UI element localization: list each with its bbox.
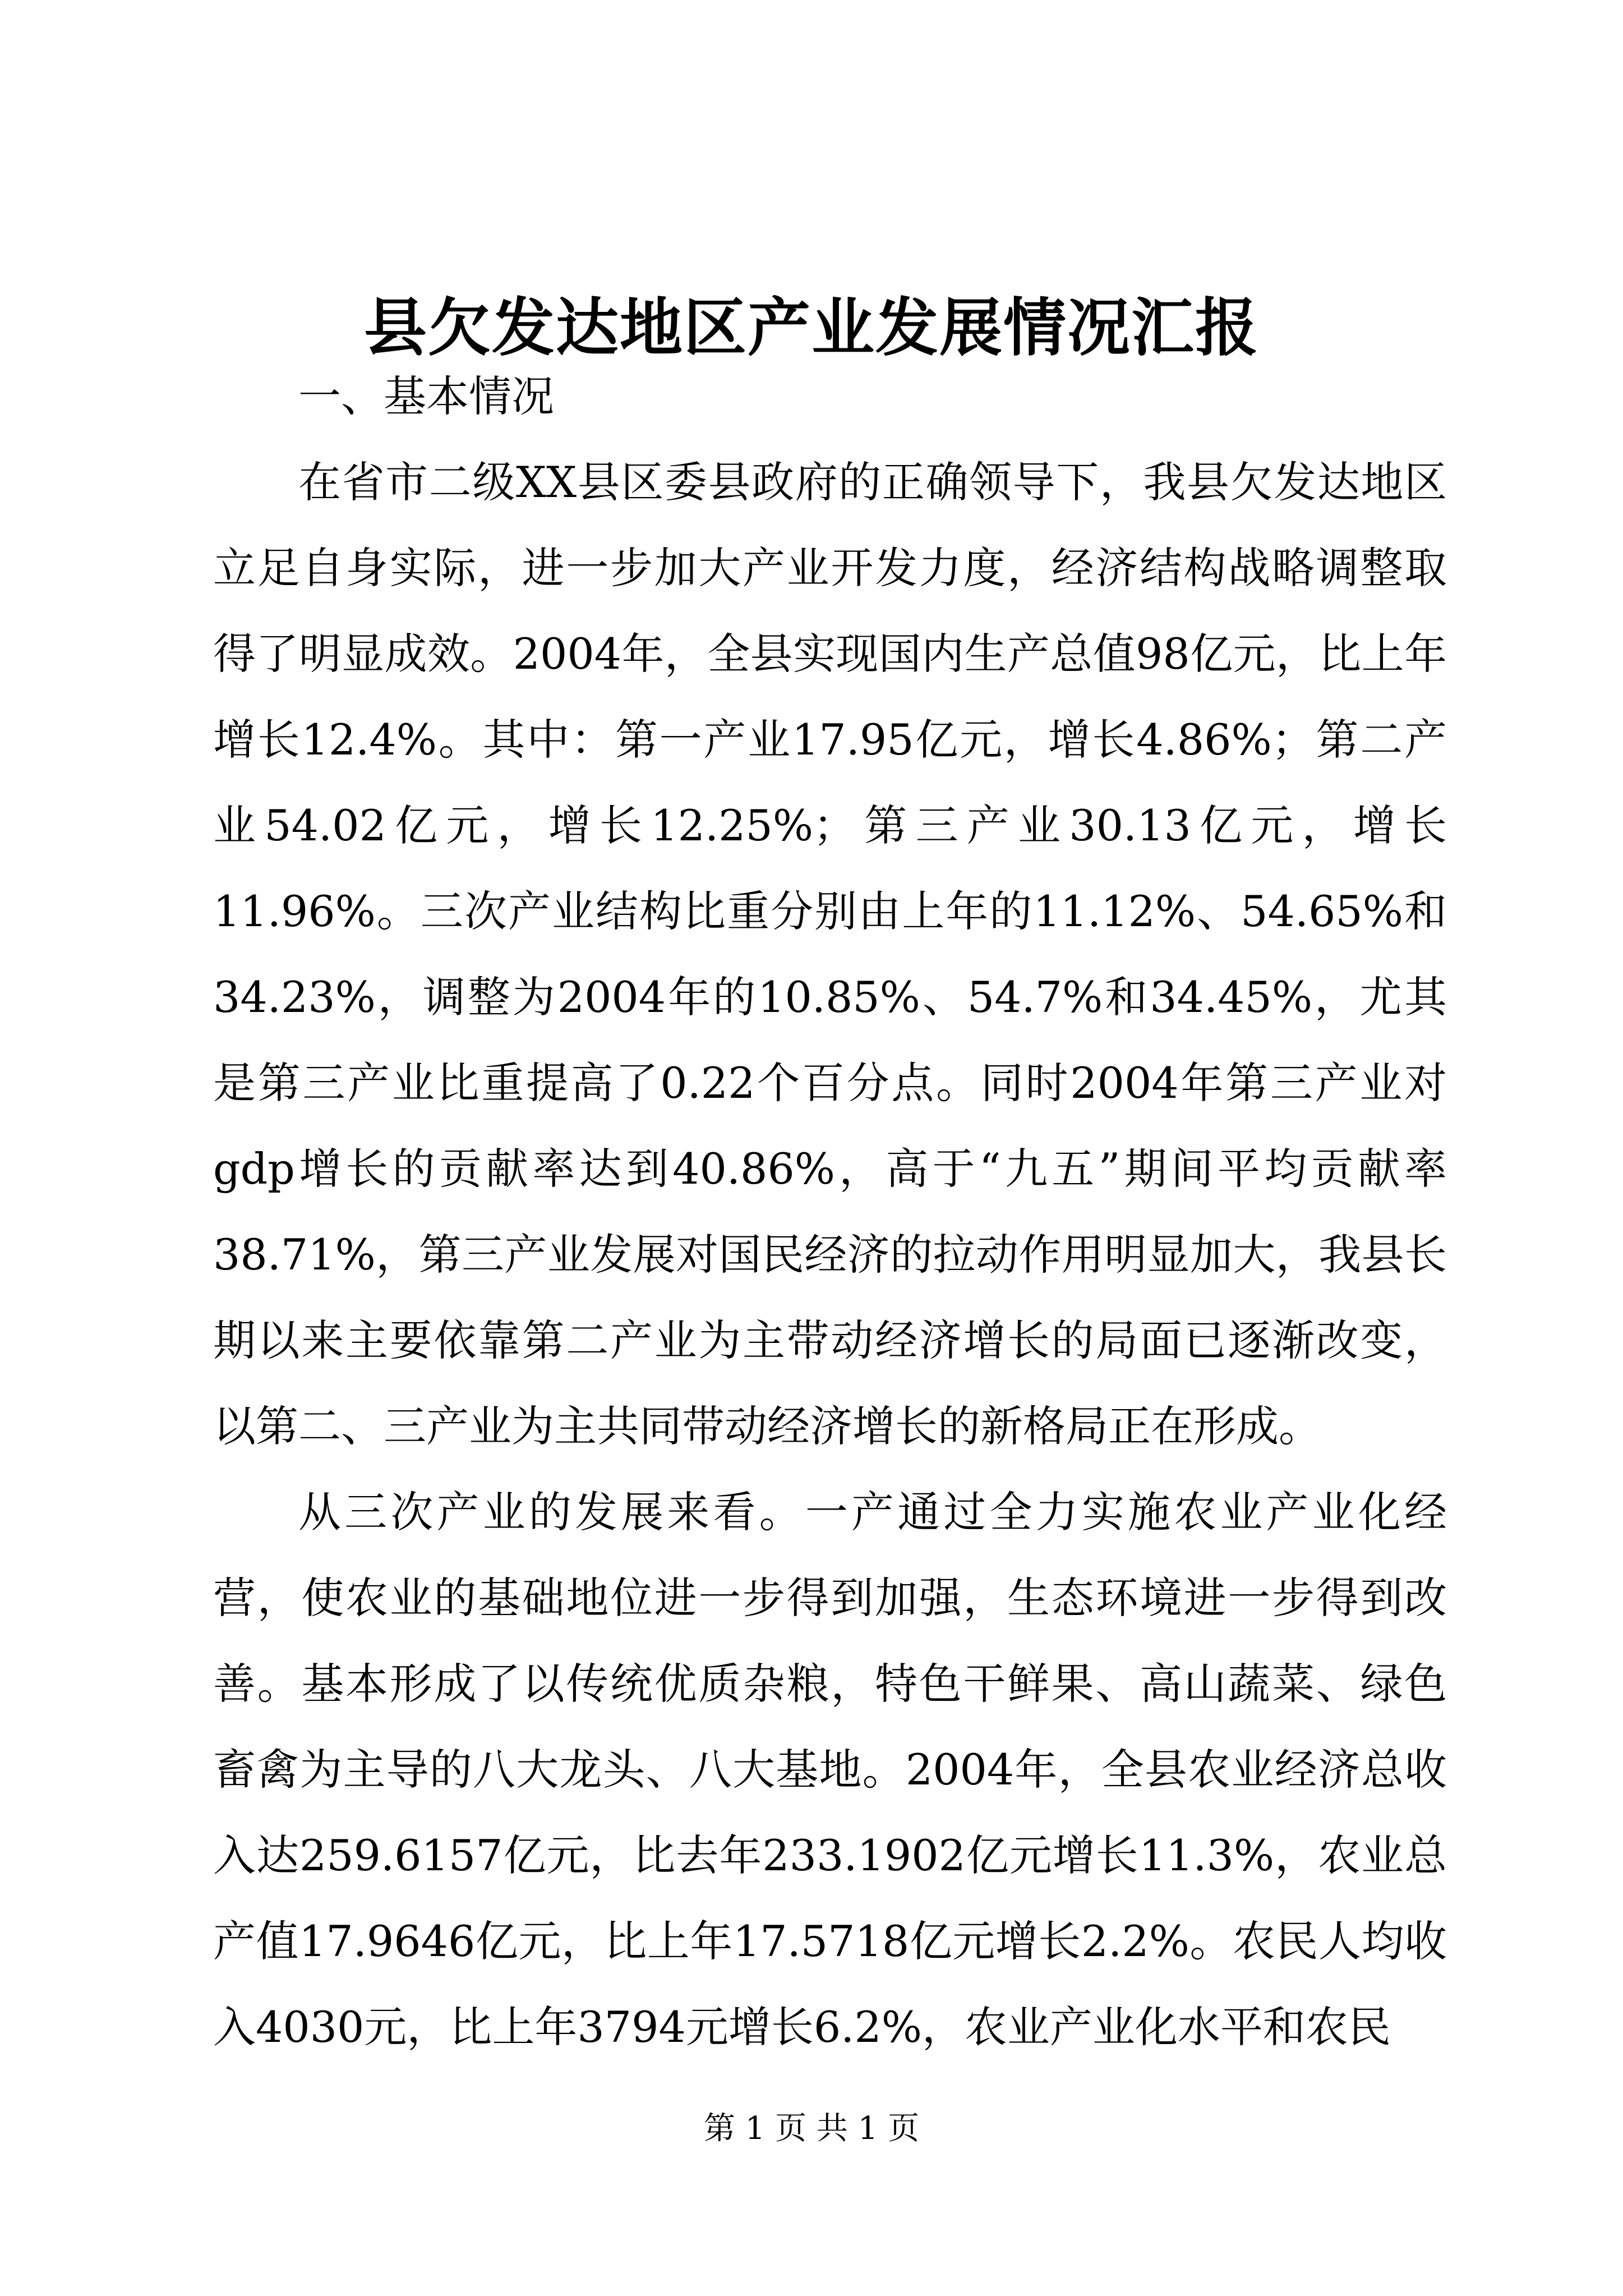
paragraph-overview: 在省市二级XX县区委县政府的正确领导下，我县欠发达地区立足自身实际，进一步加大产业开发力度，经济结构战略调整取得了明显成效。2004年，全县实现国内生产总值98亿元，比上年增长12.4%。其中：第一产业17.95亿元，增长4.86%；第二产业54.02亿元，增长12.25%；第三产业30.13亿元，增长11.96%。三次产业结构比重分别由上年的11.12%、54.65%和34.23%，调整为2004年的10.85%、54.7%和34.45%，尤其是第三产业比重提高了0.22个百分点。同时2004年第三产业对gdp增长的贡献率达到40.86%，高于“九五”期间平均贡献率38.71%，第三产业发展对国民经济的拉动作用明显加大，我县长期以来主要依靠第二产业为主带动经济增长的局面已逐渐改变，以第二、三产业为主共同带动经济增长的新格局正在形成。 — [213, 457, 1447, 1451]
document-title: 县欠发达地区产业发展情况汇报 — [364, 291, 1259, 365]
paragraph-industry-development: 从三次产业的发展来看。一产通过全力实施农业产业化经营，使农业的基础地位进一步得到加强，生态环境进一步得到改善。基本形成了以传统优质杂粮，特色干鲜果、高山蔬菜、绿色畜禽为主导的八大龙头、八大基地。2004年，全县农业经济总收入达259.6157亿元，比去年233.1902亿元增长11.3%，农业总产值17.9646亿元，比上年17.5718亿元增长2.2%。农民人均收入4030元，比上年3794元增长6.2%，农业产业化水平和农民 — [213, 1487, 1447, 2052]
document-body — [213, 353, 1447, 2070]
section-heading: 一、基本情况 — [298, 371, 554, 421]
page-number-footer: 第 1 页 共 1 页 — [703, 2110, 920, 2147]
